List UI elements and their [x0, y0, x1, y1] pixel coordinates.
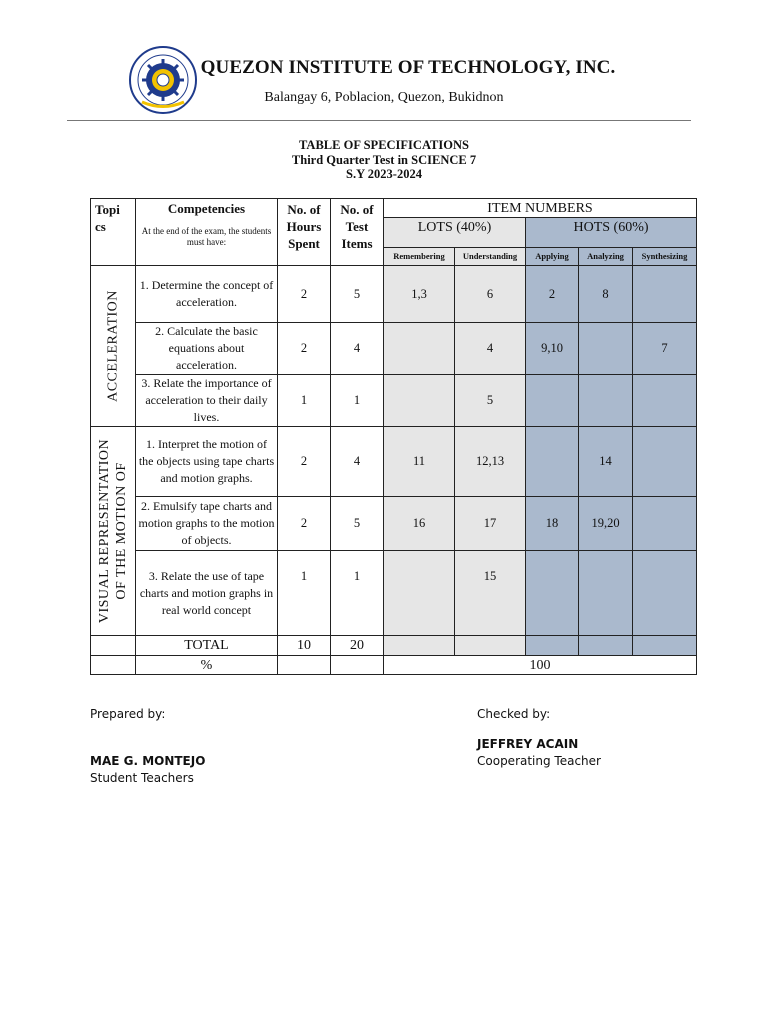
- item-numbers-header: ITEM NUMBERS: [384, 199, 697, 218]
- synthesizing-cell: [633, 497, 697, 551]
- hours-cell: 2: [278, 497, 331, 551]
- total-row: [91, 636, 697, 656]
- percent-label: %: [136, 656, 278, 675]
- total-remembering: [384, 636, 455, 656]
- applying-cell: [526, 427, 579, 497]
- prepared-by-role: Student Teachers: [90, 771, 194, 785]
- table-row: [91, 375, 697, 427]
- checked-by-label: Checked by:: [477, 707, 551, 721]
- understanding-header: Understanding: [455, 248, 526, 266]
- synthesizing-cell: [633, 427, 697, 497]
- understanding-cell: 5: [455, 375, 526, 427]
- checked-by-role: Cooperating Teacher: [477, 754, 601, 768]
- competencies-header: Competencies At the end of the exam, the students must have:: [136, 199, 278, 266]
- competency-cell: 1. Determine the concept of acceleration.: [136, 266, 278, 323]
- hours-header: No. of Hours Spent: [278, 199, 331, 266]
- topics-header: Topi cs: [91, 199, 136, 266]
- remembering-cell: [384, 375, 455, 427]
- competency-cell: 3. Relate the use of tape charts and motion graphs in real world concept: [136, 551, 278, 636]
- percent-items: [331, 656, 384, 675]
- synthesizing-cell: [633, 551, 697, 636]
- applying-cell: [526, 375, 579, 427]
- percent-hours: [278, 656, 331, 675]
- total-synthesizing: [633, 636, 697, 656]
- understanding-cell: 6: [455, 266, 526, 323]
- remembering-cell: 16: [384, 497, 455, 551]
- applying-header: Applying: [526, 248, 579, 266]
- applying-cell: 2: [526, 266, 579, 323]
- competencies-note: At the end of the exam, the students must have:: [141, 226, 272, 247]
- synthesizing-header: Synthesizing: [633, 248, 697, 266]
- percent-blank-cell: [91, 656, 136, 675]
- analyzing-cell: [579, 375, 633, 427]
- table-row: [91, 551, 697, 636]
- hours-cell: 2: [278, 323, 331, 375]
- percent-value: 100: [384, 656, 697, 675]
- analyzing-cell: 14: [579, 427, 633, 497]
- understanding-cell: 15: [455, 551, 526, 636]
- analyzing-cell: 19,20: [579, 497, 633, 551]
- total-blank-cell: [91, 636, 136, 656]
- total-items: 20: [331, 636, 384, 656]
- items-cell: 5: [331, 497, 384, 551]
- understanding-cell: 12,13: [455, 427, 526, 497]
- percent-row: [91, 656, 697, 675]
- remembering-cell: [384, 551, 455, 636]
- items-cell: 5: [331, 266, 384, 323]
- table-row: [91, 497, 697, 551]
- specifications-table: [90, 198, 697, 675]
- school-name: QUEZON INSTITUTE OF TECHNOLOGY, INC.: [200, 57, 616, 78]
- hots-header: HOTS (60%): [526, 218, 697, 248]
- school-year: S.Y 2023-2024: [346, 167, 422, 181]
- hours-cell: 1: [278, 551, 331, 636]
- competency-cell: 2. Calculate the basic equations about acceleration.: [136, 323, 278, 375]
- table-row: [91, 323, 697, 375]
- items-header: No. of Test Items: [331, 199, 384, 266]
- applying-cell: [526, 551, 579, 636]
- lots-header: LOTS (40%): [384, 218, 526, 248]
- remembering-cell: 1,3: [384, 266, 455, 323]
- understanding-cell: 4: [455, 323, 526, 375]
- total-understanding: [455, 636, 526, 656]
- remembering-cell: 11: [384, 427, 455, 497]
- hours-cell: 2: [278, 427, 331, 497]
- analyzing-cell: [579, 323, 633, 375]
- analyzing-cell: 8: [579, 266, 633, 323]
- items-cell: 1: [331, 375, 384, 427]
- school-address: Balangay 6, Poblacion, Quezon, Bukidnon: [264, 90, 504, 105]
- remembering-header: Remembering: [384, 248, 455, 266]
- competency-cell: 1. Interpret the motion of the objects using tape charts and motion graphs.: [136, 427, 278, 497]
- synthesizing-cell: [633, 266, 697, 323]
- total-applying: [526, 636, 579, 656]
- competency-cell: 2. Emulsify tape charts and motion graphs to the motion of objects.: [136, 497, 278, 551]
- total-label: TOTAL: [136, 636, 278, 656]
- competency-cell: 3. Relate the importance of acceleration to their daily lives.: [136, 375, 278, 427]
- synthesizing-cell: 7: [633, 323, 697, 375]
- document-subtitle: Third Quarter Test in SCIENCE 7: [291, 153, 477, 167]
- hours-cell: 1: [278, 375, 331, 427]
- header-divider: [67, 120, 691, 121]
- remembering-cell: [384, 323, 455, 375]
- synthesizing-cell: [633, 375, 697, 427]
- total-hours: 10: [278, 636, 331, 656]
- items-cell: 1: [331, 551, 384, 636]
- prepared-by-label: Prepared by:: [90, 707, 166, 721]
- table-row: [91, 427, 697, 497]
- table-row: [91, 266, 697, 323]
- analyzing-header: Analyzing: [579, 248, 633, 266]
- total-analyzing: [579, 636, 633, 656]
- analyzing-cell: [579, 551, 633, 636]
- topic-visual-representation: VISUAL REPRESENTATION OF THE MOTION OF: [91, 427, 136, 636]
- applying-cell: 9,10: [526, 323, 579, 375]
- items-cell: 4: [331, 427, 384, 497]
- prepared-by-name: MAE G. MONTEJO: [90, 754, 206, 768]
- hours-cell: 2: [278, 266, 331, 323]
- understanding-cell: 17: [455, 497, 526, 551]
- checked-by-name: JEFFREY ACAIN: [477, 737, 579, 751]
- document-title: TABLE OF SPECIFICATIONS: [299, 138, 469, 152]
- topic-acceleration: ACCELERATION: [91, 266, 136, 427]
- applying-cell: 18: [526, 497, 579, 551]
- items-cell: 4: [331, 323, 384, 375]
